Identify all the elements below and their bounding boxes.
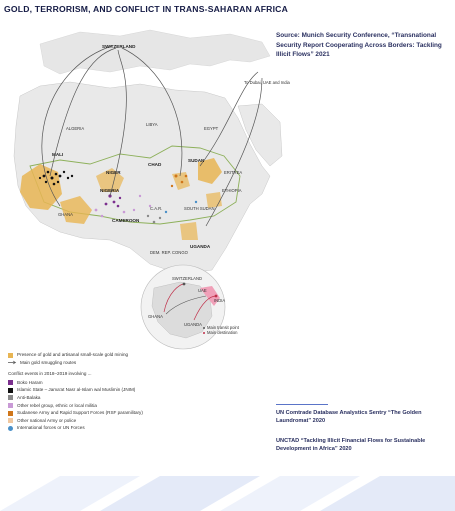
reference-2: UNCTAD “Tackling Illicit Financial Flows for Sustainable Development in Africa” 2020 [276, 438, 426, 452]
map-legend [8, 352, 208, 433]
legend-item [8, 418, 208, 424]
label-ghana: GHANA [58, 212, 73, 217]
label-south-sudan: SOUTH SUDAN [184, 206, 215, 211]
label-switzerland: SWITZERLAND [102, 44, 136, 49]
label-egypt: EGYPT [204, 126, 219, 131]
footer-decoration [0, 476, 455, 511]
legend-routes-label: Main gold smuggling routes [20, 359, 77, 365]
legend-item-label: Islamic State – Jama'at Nasr al-Islam wal Muslimin (JNIM) [17, 387, 136, 393]
legend-swatch [8, 418, 13, 423]
legend-swatch [8, 411, 13, 416]
route-arrow-icon [8, 360, 17, 365]
label-sudan: SUDAN [188, 158, 205, 163]
label-ethiopia: ETHIOPIA [222, 188, 242, 193]
globe-inset [128, 262, 238, 352]
globe-label-main-transit: Main transit point [207, 325, 239, 330]
legend-item [8, 403, 208, 409]
trans-saharan-map [0, 26, 290, 276]
legend-swatch [8, 380, 13, 385]
legend-item [8, 395, 208, 401]
legend-conflict-header: Conflict events in 2018–2019 involving ... [8, 371, 92, 377]
legend-gold-presence [8, 352, 208, 358]
legend-item [8, 380, 208, 386]
legend-swatch [8, 426, 13, 431]
legend-item-label: Other national Army or police [17, 417, 77, 423]
globe-label-main-destination: Main destination [207, 330, 238, 335]
legend-swatch [8, 395, 13, 400]
label-eritrea: ERITREA [224, 170, 243, 175]
page-title: GOLD, TERRORISM, AND CONFLICT IN TRANS-SAHARAN AFRICA [4, 4, 288, 14]
legend-item-label: Sudanese Army and Rapid Support Forces (RSF paramilitary) [17, 410, 143, 416]
globe-label-uganda: UGANDA [184, 322, 202, 327]
legend-item-label: International forces or UN Forces [17, 425, 85, 431]
legend-item-label: Other rebel group, ethnic or local militia [17, 402, 97, 408]
label-dem-rep-congo: DEM. REP. CONGO [150, 250, 188, 255]
gold-swatch [8, 353, 13, 358]
references-divider [276, 404, 328, 405]
globe-label-ghana: GHANA [148, 314, 163, 319]
globe-label-india: INDIA [214, 298, 226, 303]
map-graphic [0, 26, 290, 276]
label-nigeria: NIGERIA [100, 188, 120, 193]
legend-swatch [8, 388, 13, 393]
label-chad: CHAD [148, 162, 162, 167]
legend-item [8, 410, 208, 416]
globe-label-switzerland: SWITZERLAND [172, 276, 203, 281]
globe-graphic [128, 262, 238, 352]
legend-gold-presence-label: Presence of gold and artisanal small-scale gold mining [17, 352, 129, 357]
globe-label-uae: UAE [198, 288, 207, 293]
legend-item-label: Boko Haram [17, 379, 43, 385]
label-uganda: UGANDA [190, 244, 211, 249]
reference-1: UN Comtrade Database Analystics Sentry “The Golden Laundromat” 2020 [276, 410, 422, 424]
legend-routes [8, 360, 208, 366]
source-note: Source: Munich Security Conference, “Transnational Security Report Cooperating Across Borders: Tackling Illicit Flows” 2021 [276, 32, 442, 59]
label-algeria: ALGERIA [66, 126, 85, 131]
legend-item [8, 425, 208, 431]
label-to-dubai: To Dubai, UAE and India [244, 80, 290, 85]
label-cameroon: CAMEROON [112, 218, 140, 223]
legend-item-label: Anti-Balaka [17, 394, 41, 400]
legend-swatch [8, 403, 13, 408]
label-car: C.A.R. [150, 206, 163, 211]
label-niger: NIGER [106, 170, 121, 175]
legend-conflict-items [8, 380, 208, 431]
label-mali: MALI [52, 152, 64, 157]
label-libya: LIBYA [146, 122, 158, 127]
legend-item [8, 387, 208, 393]
